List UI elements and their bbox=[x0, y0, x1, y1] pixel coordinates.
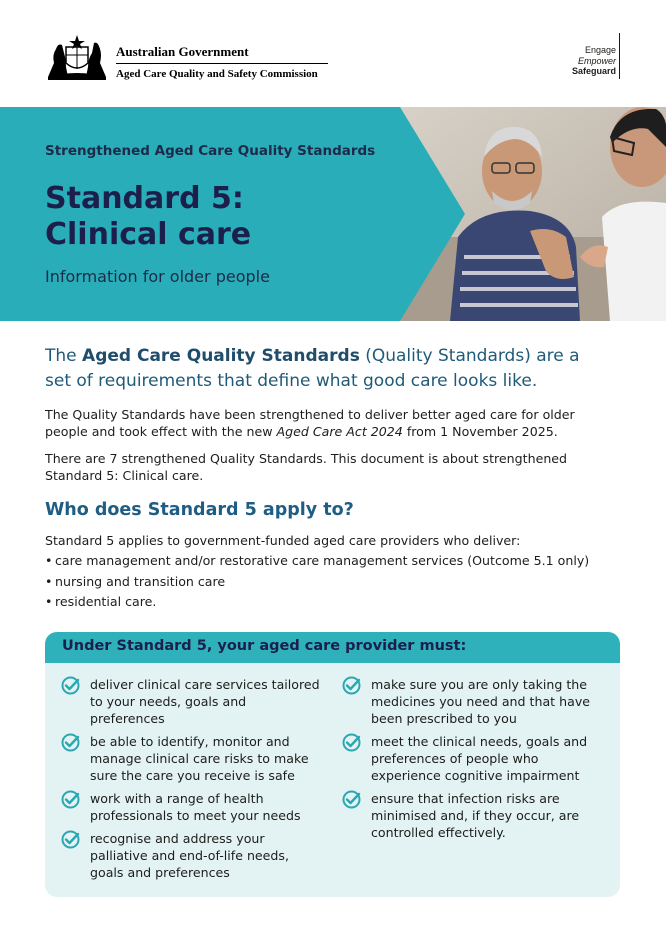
requirement-text: ensure that infection risks are minimised and, if they occur, are controlled effectively. bbox=[371, 791, 580, 840]
paragraph-strengthened bbox=[45, 406, 585, 440]
list-item: • nursing and transition care bbox=[45, 572, 589, 593]
para1-italic: Aged Care Act 2024 bbox=[276, 424, 403, 439]
requirement-text: recognise and address your palliative and end-of-life needs, goals and preferences bbox=[90, 831, 289, 880]
tagline-empower: Empower bbox=[577, 55, 616, 66]
check-circle-icon bbox=[342, 733, 361, 752]
tagline-safeguard: Safeguard bbox=[571, 66, 616, 76]
requirements-callout bbox=[45, 632, 620, 897]
coat-of-arms-icon bbox=[44, 33, 110, 81]
hero-subtitle: Strengthened Aged Care Quality Standards bbox=[45, 143, 376, 159]
page-title bbox=[45, 181, 251, 253]
check-circle-icon bbox=[61, 676, 80, 695]
list-item: • residential care. bbox=[45, 592, 589, 613]
intro-post: (Quality Standards) are a set of requirements that define what good care looks like. bbox=[45, 346, 580, 391]
paragraph-seven-standards: There are 7 strengthened Quality Standards. This document is about strengthened Standard 5: Clinical care. bbox=[45, 451, 568, 483]
requirement-item bbox=[61, 790, 321, 824]
requirement-item bbox=[342, 733, 612, 784]
requirements-left-column bbox=[61, 676, 321, 887]
check-circle-icon bbox=[342, 790, 361, 809]
callout-heading: Under Standard 5, your aged care provider must: bbox=[45, 632, 620, 663]
section-intro: Standard 5 applies to government-funded aged care providers who deliver: bbox=[45, 533, 521, 548]
page-title-line-1: Standard 5: bbox=[45, 181, 244, 216]
requirements-right-column bbox=[342, 676, 612, 847]
hero-banner bbox=[0, 107, 666, 321]
intro-bold: Aged Care Quality Standards bbox=[82, 346, 360, 366]
check-circle-icon bbox=[342, 676, 361, 695]
requirement-item bbox=[61, 830, 321, 881]
requirement-text: meet the clinical needs, goals and preferences of people who experience cognitive impairment bbox=[371, 734, 588, 783]
requirement-text: deliver clinical care services tailored to your needs, goals and preferences bbox=[90, 677, 320, 726]
requirement-item bbox=[342, 676, 612, 727]
section-heading: Who does Standard 5 apply to? bbox=[45, 500, 354, 520]
page-header bbox=[0, 0, 666, 105]
page-title-line-2: Clinical care bbox=[45, 217, 252, 252]
check-circle-icon bbox=[61, 830, 80, 849]
government-name: Australian Government bbox=[116, 44, 328, 64]
hero-info: Information for older people bbox=[45, 267, 270, 286]
commission-name: Aged Care Quality and Safety Commission bbox=[116, 68, 318, 80]
requirement-item bbox=[61, 733, 321, 784]
tagline-engage: Engage bbox=[584, 45, 616, 55]
intro-statement bbox=[45, 344, 605, 394]
list-item: • care management and/or restorative care management services (Outcome 5.1 only) bbox=[45, 551, 589, 572]
intro-pre: The bbox=[45, 346, 83, 366]
tagline-divider bbox=[619, 33, 620, 79]
requirement-item bbox=[61, 676, 321, 727]
requirement-text: be able to identify, monitor and manage clinical care risks to make sure the care you receive is safe bbox=[90, 734, 309, 783]
para1-post: from 1 November 2025. bbox=[402, 424, 558, 439]
requirement-item bbox=[342, 790, 612, 841]
applies-to-list bbox=[45, 551, 589, 613]
check-circle-icon bbox=[61, 733, 80, 752]
tagline bbox=[572, 45, 616, 77]
para1-pre: The Quality Standards have been strengthened to deliver better aged care for older people and took effect with the new bbox=[45, 407, 575, 439]
check-circle-icon bbox=[61, 790, 80, 809]
requirement-text: make sure you are only taking the medicines you need and that have been prescribed to you bbox=[371, 677, 591, 726]
requirement-text: work with a range of health professionals to meet your needs bbox=[90, 791, 301, 823]
